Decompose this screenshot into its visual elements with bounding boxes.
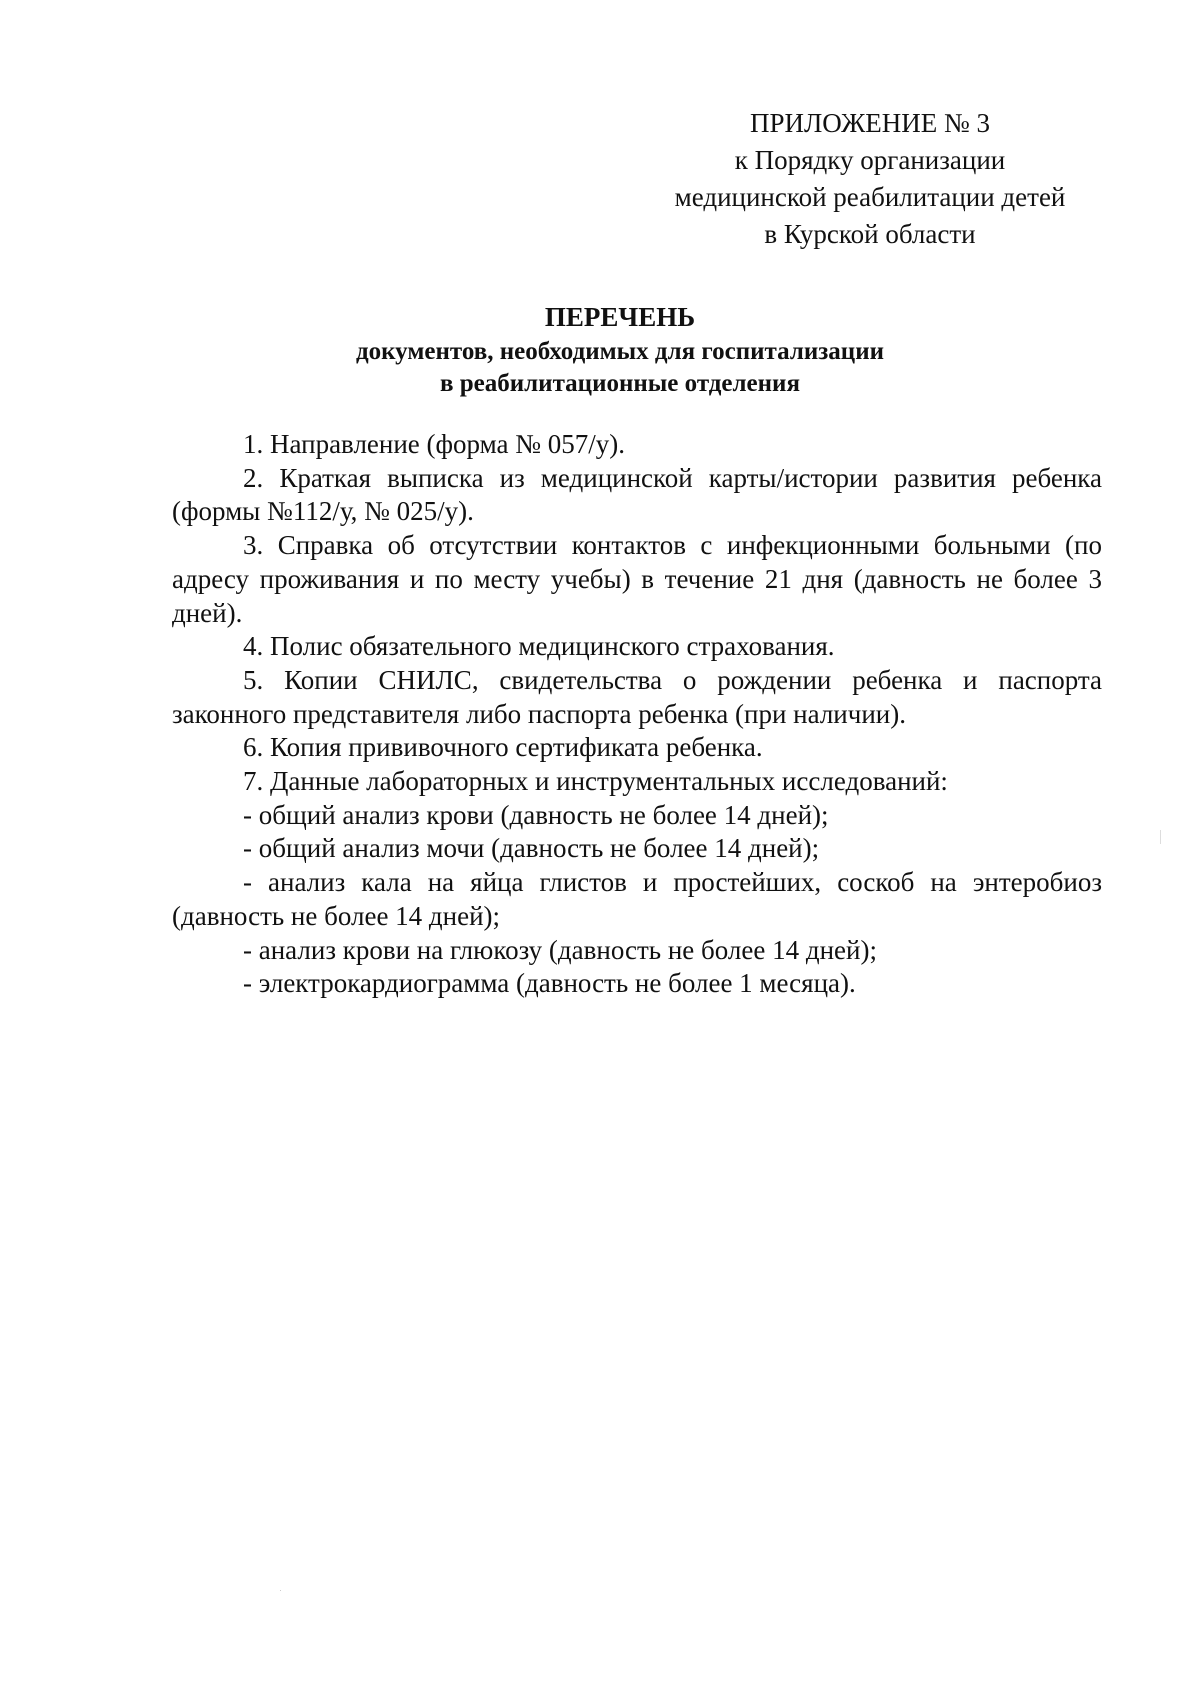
list-subitem: - общий анализ крови (давность не более 14 дней);: [243, 799, 829, 830]
list-subitem: - анализ кала на яйца глистов и простейших, соскоб на энтеробиоз (давность не более 14 дней);: [172, 867, 1102, 931]
scan-artifact: [280, 1590, 281, 1591]
annex-reference-line-1: к Порядку организации: [734, 145, 1006, 175]
list-item: 3. Справка об отсутствии контактов с инфекционными больными (по адресу проживания и по месту учебы) в течение 21 дня (давность не более 3 дней).: [172, 530, 1102, 628]
list-subitem: - анализ крови на глюкозу (давность не более 14 дней);: [243, 934, 877, 965]
list-item: 2. Краткая выписка из медицинской карты/истории развития ребенка (формы №112/у, № 025/у).: [172, 462, 1102, 527]
document-subtitle-line-2: в реабилитационные отделения: [440, 370, 800, 397]
document-list: [172, 428, 1102, 1001]
list-item: 7. Данные лабораторных и инструментальных исследований:: [243, 766, 948, 797]
list-subitem: - электрокардиограмма (давность не более 1 месяца).: [243, 968, 856, 999]
list-item: 4. Полис обязательного медицинского страхования.: [243, 631, 835, 662]
document-subtitle-line-1: документов, необходимых для госпитализации: [355, 338, 885, 365]
annex-reference-line-2: медицинской реабилитации детей: [674, 182, 1066, 212]
list-subitem: - общий анализ мочи (давность не более 14 дней);: [243, 833, 820, 864]
annex-number: ПРИЛОЖЕНИЕ № 3: [749, 108, 991, 138]
scan-artifact: [1160, 830, 1161, 844]
list-item: 6. Копия прививочного сертификата ребенка.: [243, 732, 763, 763]
list-item: 1. Направление (форма № 057/у).: [243, 429, 626, 459]
document-title: ПЕРЕЧЕНЬ: [544, 302, 696, 332]
list-item: 5. Копии СНИЛС, свидетельства о рождении ребенка и паспорта законного представителя либо паспорта ребенка (при наличии).: [172, 664, 1102, 729]
document-heading: [170, 298, 1070, 400]
annex-reference-line-3: в Курской области: [764, 219, 976, 249]
annex-block: [620, 105, 1120, 253]
